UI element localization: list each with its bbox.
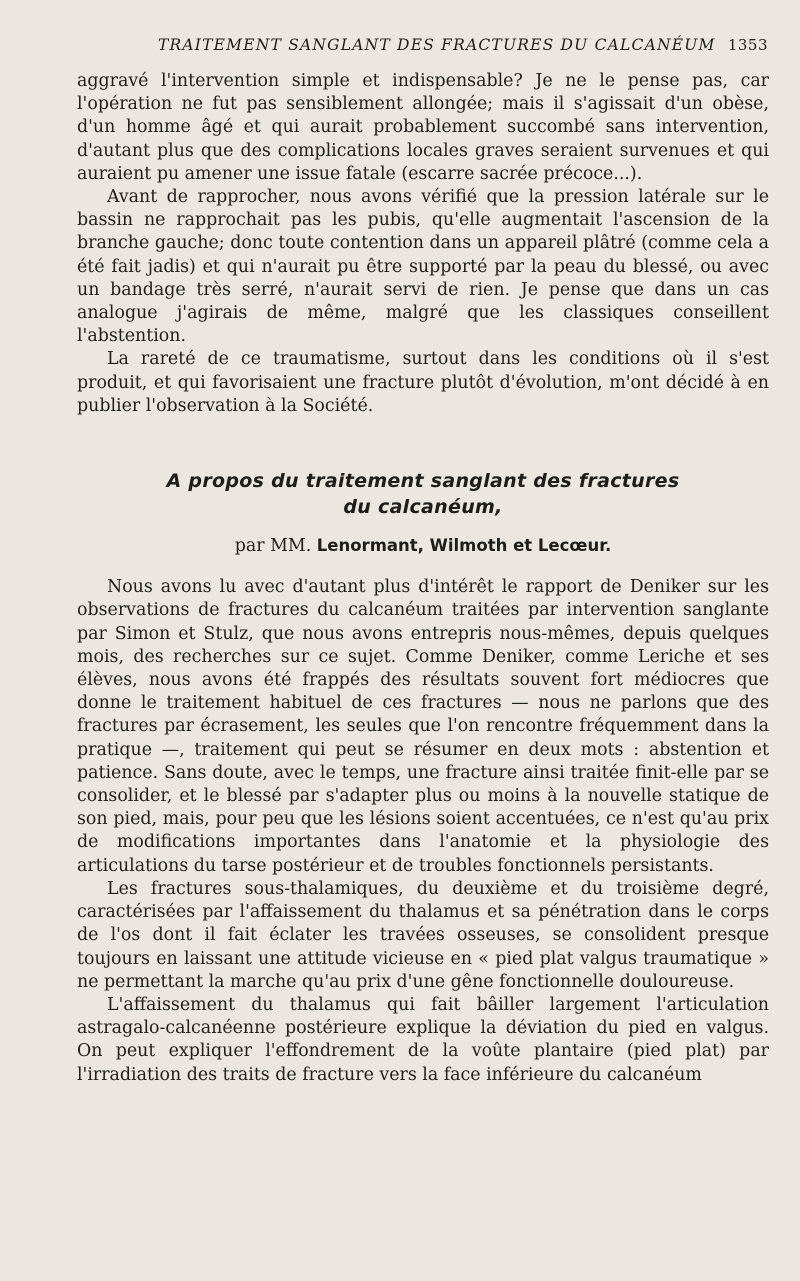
article-title (77, 468, 769, 520)
byline-authors: Lenormant, Wilmoth et Lecœur. (316, 536, 612, 556)
paragraph-continued: aggravé l'intervention simple et indispensable? Je ne le pense pas, car l'opération ne fut pas sensiblement allongée; mais il s'agissait d'un obèse, d'un homme âgé et qui aurait probablement succombé sans intervention, d'autant plus que des complications locales graves seraient survenues et qui auraient pu amener une issue fatale (escarre sacrée précoce...). (77, 71, 769, 184)
page-body (77, 70, 769, 1087)
byline-prefix: par MM. (234, 536, 312, 557)
running-title: TRAITEMENT SANGLANT DES FRACTURES DU CALCANÉUM (158, 36, 716, 54)
paragraph: La rareté de ce traumatisme, surtout dans les conditions où il s'est produit, et qui favorisaient une fracture plutôt d'évolution, m'ont décidé à en publier l'observation à la Société. (77, 349, 769, 416)
article-byline (77, 534, 769, 558)
paragraph: L'affaissement du thalamus qui fait bâiller largement l'articulation astragalo-calcanéenne postérieure explique la déviation du pied en valgus. On peut expliquer l'effondrement de la voûte plantaire (pied plat) par l'irradiation des traits de fracture vers la face inférieure du calcanéum (77, 994, 769, 1085)
paragraph: Les fractures sous-thalamiques, du deuxième et du troisième degré, caractérisées par l'affaissement du thalamus et sa pénétration dans le corps de l'os dont il fait éclater les travées osseuses, se consolident presque toujours en laissant une attitude vicieuse en « pied plat valgus traumatique » ne permettant la marche qu'au prix d'une gêne fonctionnelle douloureuse. (77, 878, 769, 992)
running-header (0, 36, 800, 58)
article-title-line: A propos du traitement sanglant des fractures (166, 470, 680, 493)
paragraph: Avant de rapprocher, nous avons vérifié que la pression latérale sur le bassin ne rapprochait pas les pubis, qu'elle augmentait l'ascension de la branche gauche; donc toute contention dans un appareil plâtré (comme cela a été fait jadis) et qui n'aurait pu être supporté par la peau du blessé, ou avec un bandage très serré, n'aurait servi de rien. Je pense que dans un cas analogue j'agirais de même, malgré que les classiques conseillent l'abstention. (77, 187, 769, 347)
article-title-line: du calcanéum, (343, 496, 503, 519)
page-number: 1353 (727, 36, 768, 54)
paragraph: Nous avons lu avec d'autant plus d'intérêt le rapport de Deniker sur les observations de fractures du calcanéum traitées par intervention sanglante par Simon et Stulz, que nous avons entrepris nous-mêmes, depuis quelques mois, des recherches sur ce sujet. Comme Deniker, comme Leriche et ses élèves, nous avons été frappés des résultats souvent fort médiocres que donne le traitement habituel de ces fractures — nous ne parlons que des fractures par écrasement, les seules que l'on rencontre fréquemment dans la pratique —, traitement qui peut se résumer en deux mots : abstention et patience. Sans doute, avec le temps, une fracture ainsi traitée finit-elle par se consolider, et le blessé par s'adapter plus ou moins à la nouvelle statique de son pied, mais, pour peu que les lésions soient accentuées, ce n'est qu'au prix de modifications importantes dans l'anatomie et la physiologie des articulations du tarse postérieur et de troubles fonctionnels persistants. (77, 577, 769, 876)
